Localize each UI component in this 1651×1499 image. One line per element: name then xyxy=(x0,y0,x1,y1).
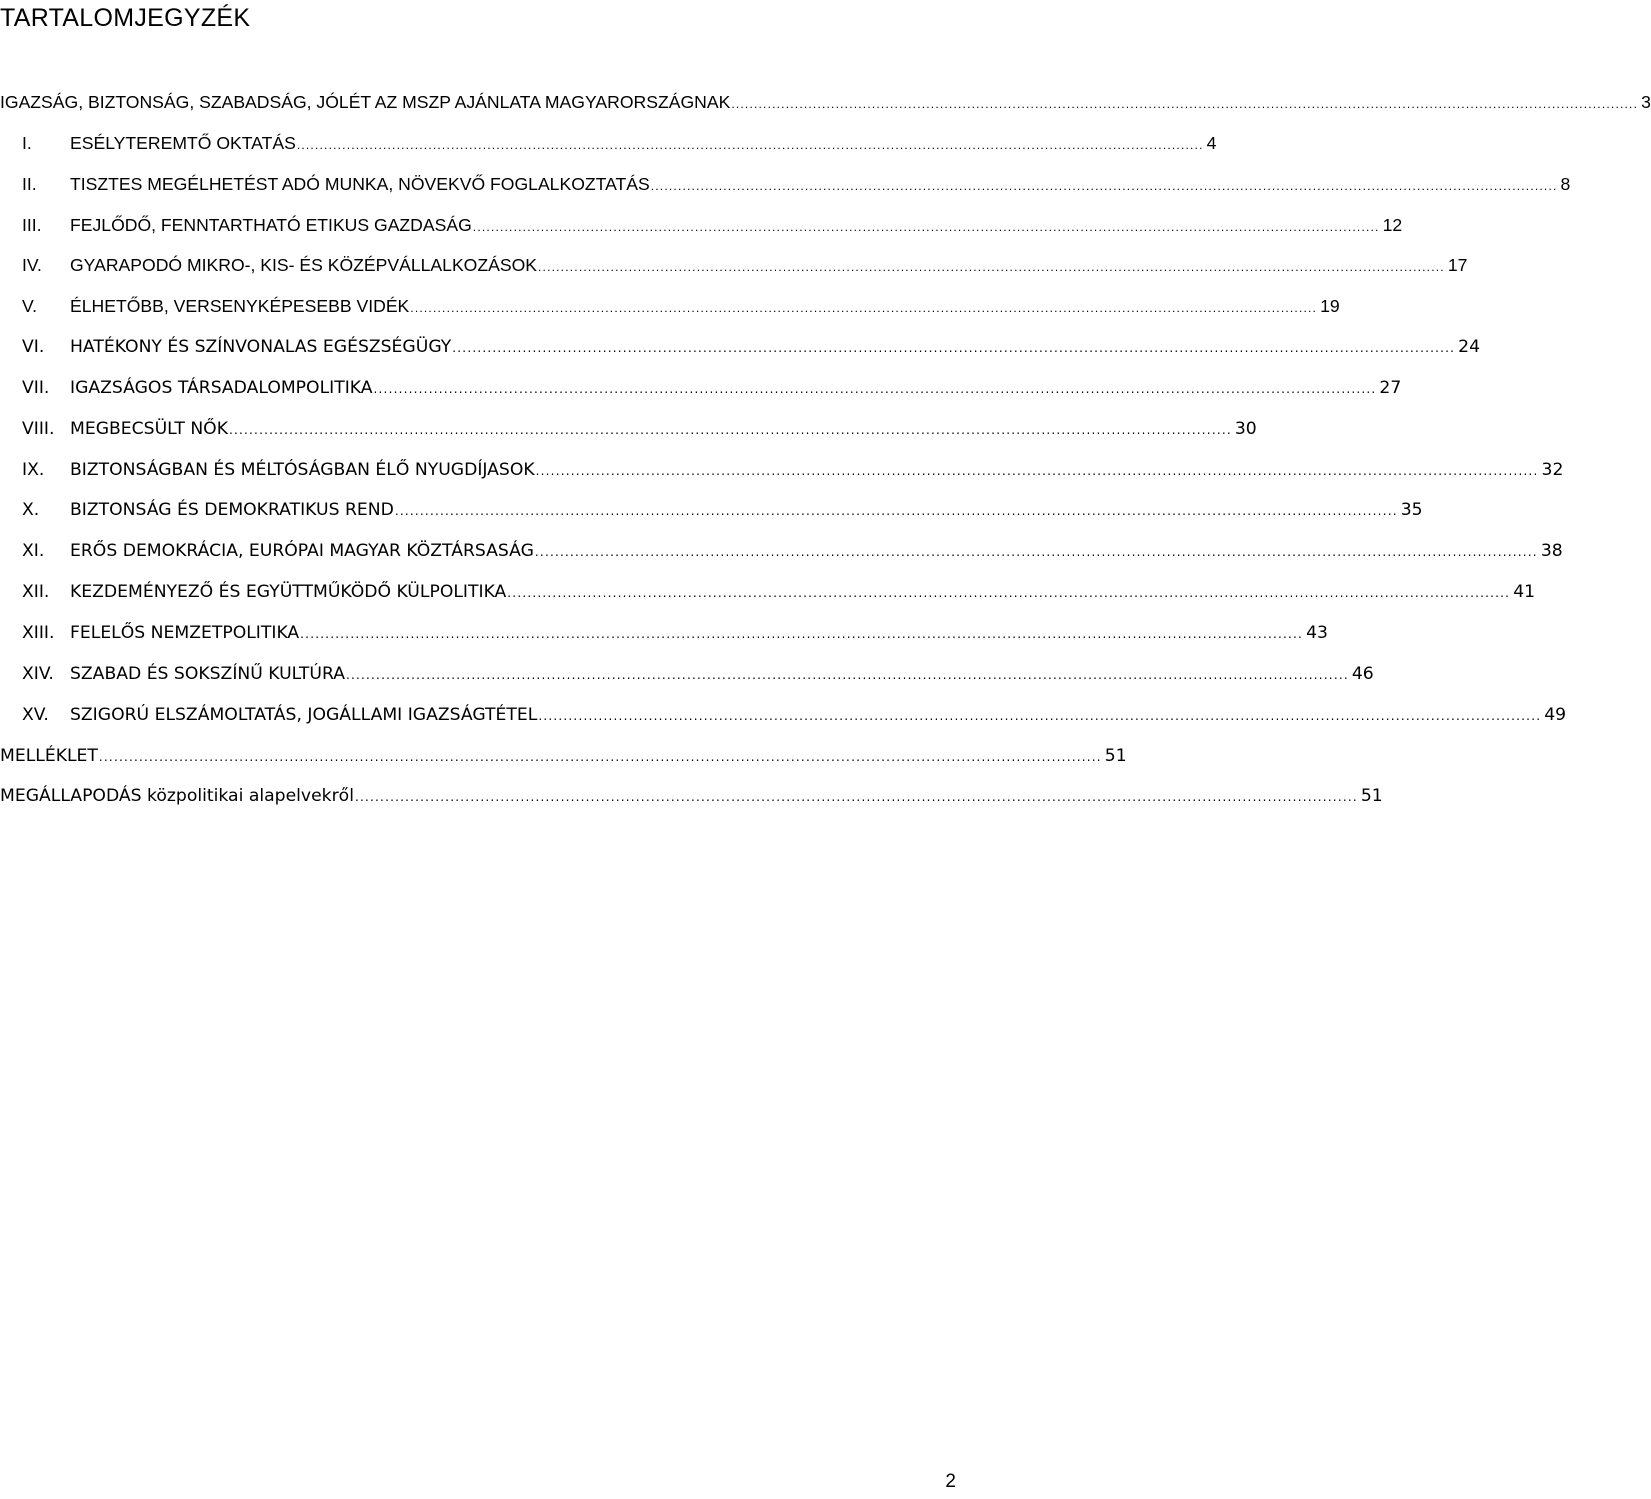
toc-entry-page: 49 xyxy=(1544,704,1567,725)
leader-dots: ........................................................................................................................................................................................................ xyxy=(354,790,1358,805)
leader-dots: ........................................................................................................................................................................................................ xyxy=(410,301,1318,316)
toc-entry-label: FEJLŐDŐ, FENNTARTHATÓ ETIKUS GAZDASÁG xyxy=(70,214,472,235)
toc-entry-label: IGAZSÁGOS TÁRSADALOMPOLITIKA xyxy=(70,377,373,398)
page-number: 2 xyxy=(945,1471,956,1492)
leader-dots: ........................................................................................................................................................................................................ xyxy=(507,586,1511,601)
leader-dots: ........................................................................................................................................................................................................ xyxy=(535,463,1539,478)
toc-entry-label: TISZTES MEGÉLHETÉST ADÓ MUNKA, NÖVEKVŐ FOGLALKOZTATÁS xyxy=(70,173,650,194)
toc-entry-number: VIII. xyxy=(22,418,55,439)
toc-entry[interactable] xyxy=(0,500,1423,541)
leader-dots: ........................................................................................................................................................................................................ xyxy=(373,381,1377,396)
toc-entry-page: 35 xyxy=(1400,500,1423,521)
toc-entry[interactable] xyxy=(0,541,1563,582)
leader-dots: ........................................................................................................................................................................................................ xyxy=(534,545,1538,560)
toc-entry-number: XII. xyxy=(22,582,50,603)
leader-dots: ........................................................................................................................................................................................................ xyxy=(472,219,1380,234)
leader-dots: ........................................................................................................................................................................................................ xyxy=(98,749,1102,764)
toc-entry[interactable] xyxy=(0,377,1402,419)
toc-entry-page: 43 xyxy=(1306,622,1328,643)
toc-entry-page: 17 xyxy=(1447,255,1468,276)
toc-entry[interactable] xyxy=(0,745,1127,787)
toc-entry[interactable] xyxy=(0,173,1571,215)
toc-entry[interactable] xyxy=(0,418,1257,460)
toc-entry-number: IV. xyxy=(22,255,42,276)
toc-entry-label: KEZDEMÉNYEZŐ ÉS EGYÜTTMŰKÖDŐ KÜLPOLITIKA xyxy=(70,582,507,603)
toc-entry-label: ÉLHETŐBB, VERSENYKÉPESEBB VIDÉK xyxy=(70,296,410,317)
toc-entry[interactable] xyxy=(0,337,1481,378)
toc-entry-number: XIV. xyxy=(22,663,54,684)
toc-entry-label: IGAZSÁG, BIZTONSÁG, SZABADSÁG, JÓLÉT AZ MSZP AJÁNLATA MAGYARORSZÁGNAK xyxy=(0,92,731,112)
toc-entry[interactable] xyxy=(0,459,1564,501)
leader-dots: ........................................................................................................................................................................................................ xyxy=(300,626,1304,641)
leader-dots: ........................................................................................................................................................................................................ xyxy=(394,504,1398,519)
leader-dots: ........................................................................................................................................................................................................ xyxy=(538,708,1542,723)
toc-entry-number: XV. xyxy=(22,704,49,725)
toc-entry-label: MEGÁLLAPODÁS közpolitikai alapelvekről xyxy=(0,786,354,807)
toc-entry-label: MEGBECSÜLT NŐK xyxy=(70,418,228,439)
toc-entry-number: XI. xyxy=(22,541,45,562)
toc-entry[interactable] xyxy=(0,132,1217,174)
leader-dots: ........................................................................................................................................................................................................ xyxy=(538,260,1445,275)
toc-entry-number: XIII. xyxy=(22,622,55,643)
toc-list xyxy=(0,92,1651,827)
toc-entry[interactable] xyxy=(0,786,1383,827)
toc-entry-number: III. xyxy=(22,214,42,235)
toc-entry-label: HATÉKONY ÉS SZÍNVONALAS EGÉSZSÉGÜGY xyxy=(70,337,452,358)
toc-entry[interactable] xyxy=(0,704,1567,746)
toc-entry-page: 24 xyxy=(1458,337,1481,358)
toc-entry-page: 51 xyxy=(1104,745,1127,766)
toc-entry-page: 4 xyxy=(1206,132,1217,153)
toc-entry-label: ESÉLYTEREMTŐ OKTATÁS xyxy=(70,132,296,153)
toc-entry-page: 8 xyxy=(1560,173,1571,194)
leader-dots: ........................................................................................................................................................................................................ xyxy=(650,178,1558,193)
leader-dots: ........................................................................................................................................................................................................ xyxy=(345,667,1349,682)
toc-entry-number: IX. xyxy=(22,459,45,480)
toc-entry-page: 46 xyxy=(1351,663,1374,684)
toc-entry-page: 30 xyxy=(1234,418,1257,439)
toc-entry-page: 19 xyxy=(1320,296,1340,317)
toc-entry-label: MELLÉKLET xyxy=(0,745,98,766)
leader-dots: ........................................................................................................................................................................................................ xyxy=(452,341,1456,356)
leader-dots: ........................................................................................................................................................................................................ xyxy=(228,422,1232,437)
toc-entry[interactable] xyxy=(0,296,1340,337)
toc-entry-number: I. xyxy=(22,132,32,153)
toc-entry[interactable] xyxy=(0,92,1651,133)
toc-entry-number: X. xyxy=(22,500,40,521)
toc-entry-page: 38 xyxy=(1540,541,1563,562)
toc-entry-number: II. xyxy=(22,173,37,194)
toc-entry-label: BIZTONSÁGBAN ÉS MÉLTÓSÁGBAN ÉLŐ NYUGDÍJASOK xyxy=(70,459,535,480)
toc-entry-number: VII. xyxy=(22,377,50,398)
toc-entry-page: 12 xyxy=(1382,214,1403,235)
leader-dots: ........................................................................................................................................................................................................ xyxy=(296,137,1204,152)
toc-entry[interactable] xyxy=(0,622,1328,664)
toc-entry-label: GYARAPODÓ MIKRO-, KIS- ÉS KÖZÉPVÁLLALKOZÁSOK xyxy=(70,255,538,276)
toc-entry-label: FELELŐS NEMZETPOLITIKA xyxy=(70,622,300,643)
toc-entry-number: VI. xyxy=(22,337,45,358)
toc-entry[interactable] xyxy=(0,255,1468,296)
toc-entry[interactable] xyxy=(0,582,1536,623)
toc-entry-label: ERŐS DEMOKRÁCIA, EURÓPAI MAGYAR KÖZTÁRSASÁG xyxy=(70,541,534,562)
toc-entry-label: SZABAD ÉS SOKSZÍNŰ KULTÚRA xyxy=(70,663,345,684)
toc-entry-page: 32 xyxy=(1541,459,1564,480)
toc-entry-label: BIZTONSÁG ÉS DEMOKRATIKUS REND xyxy=(70,500,394,521)
toc-entry-page: 27 xyxy=(1379,377,1402,398)
toc-entry-page: 51 xyxy=(1360,786,1383,807)
leader-dots: ........................................................................................................................................................................................................ xyxy=(731,97,1639,111)
toc-entry-label: SZIGORÚ ELSZÁMOLTATÁS, JOGÁLLAMI IGAZSÁGTÉTEL xyxy=(70,704,538,725)
toc-entry[interactable] xyxy=(0,214,1403,256)
toc-title: TARTALOMJEGYZÉK xyxy=(0,4,251,32)
toc-entry-page: 3 xyxy=(1641,92,1651,112)
toc-entry-number: V. xyxy=(22,296,38,317)
toc-entry-page: 41 xyxy=(1513,582,1536,603)
toc-entry[interactable] xyxy=(0,663,1374,705)
